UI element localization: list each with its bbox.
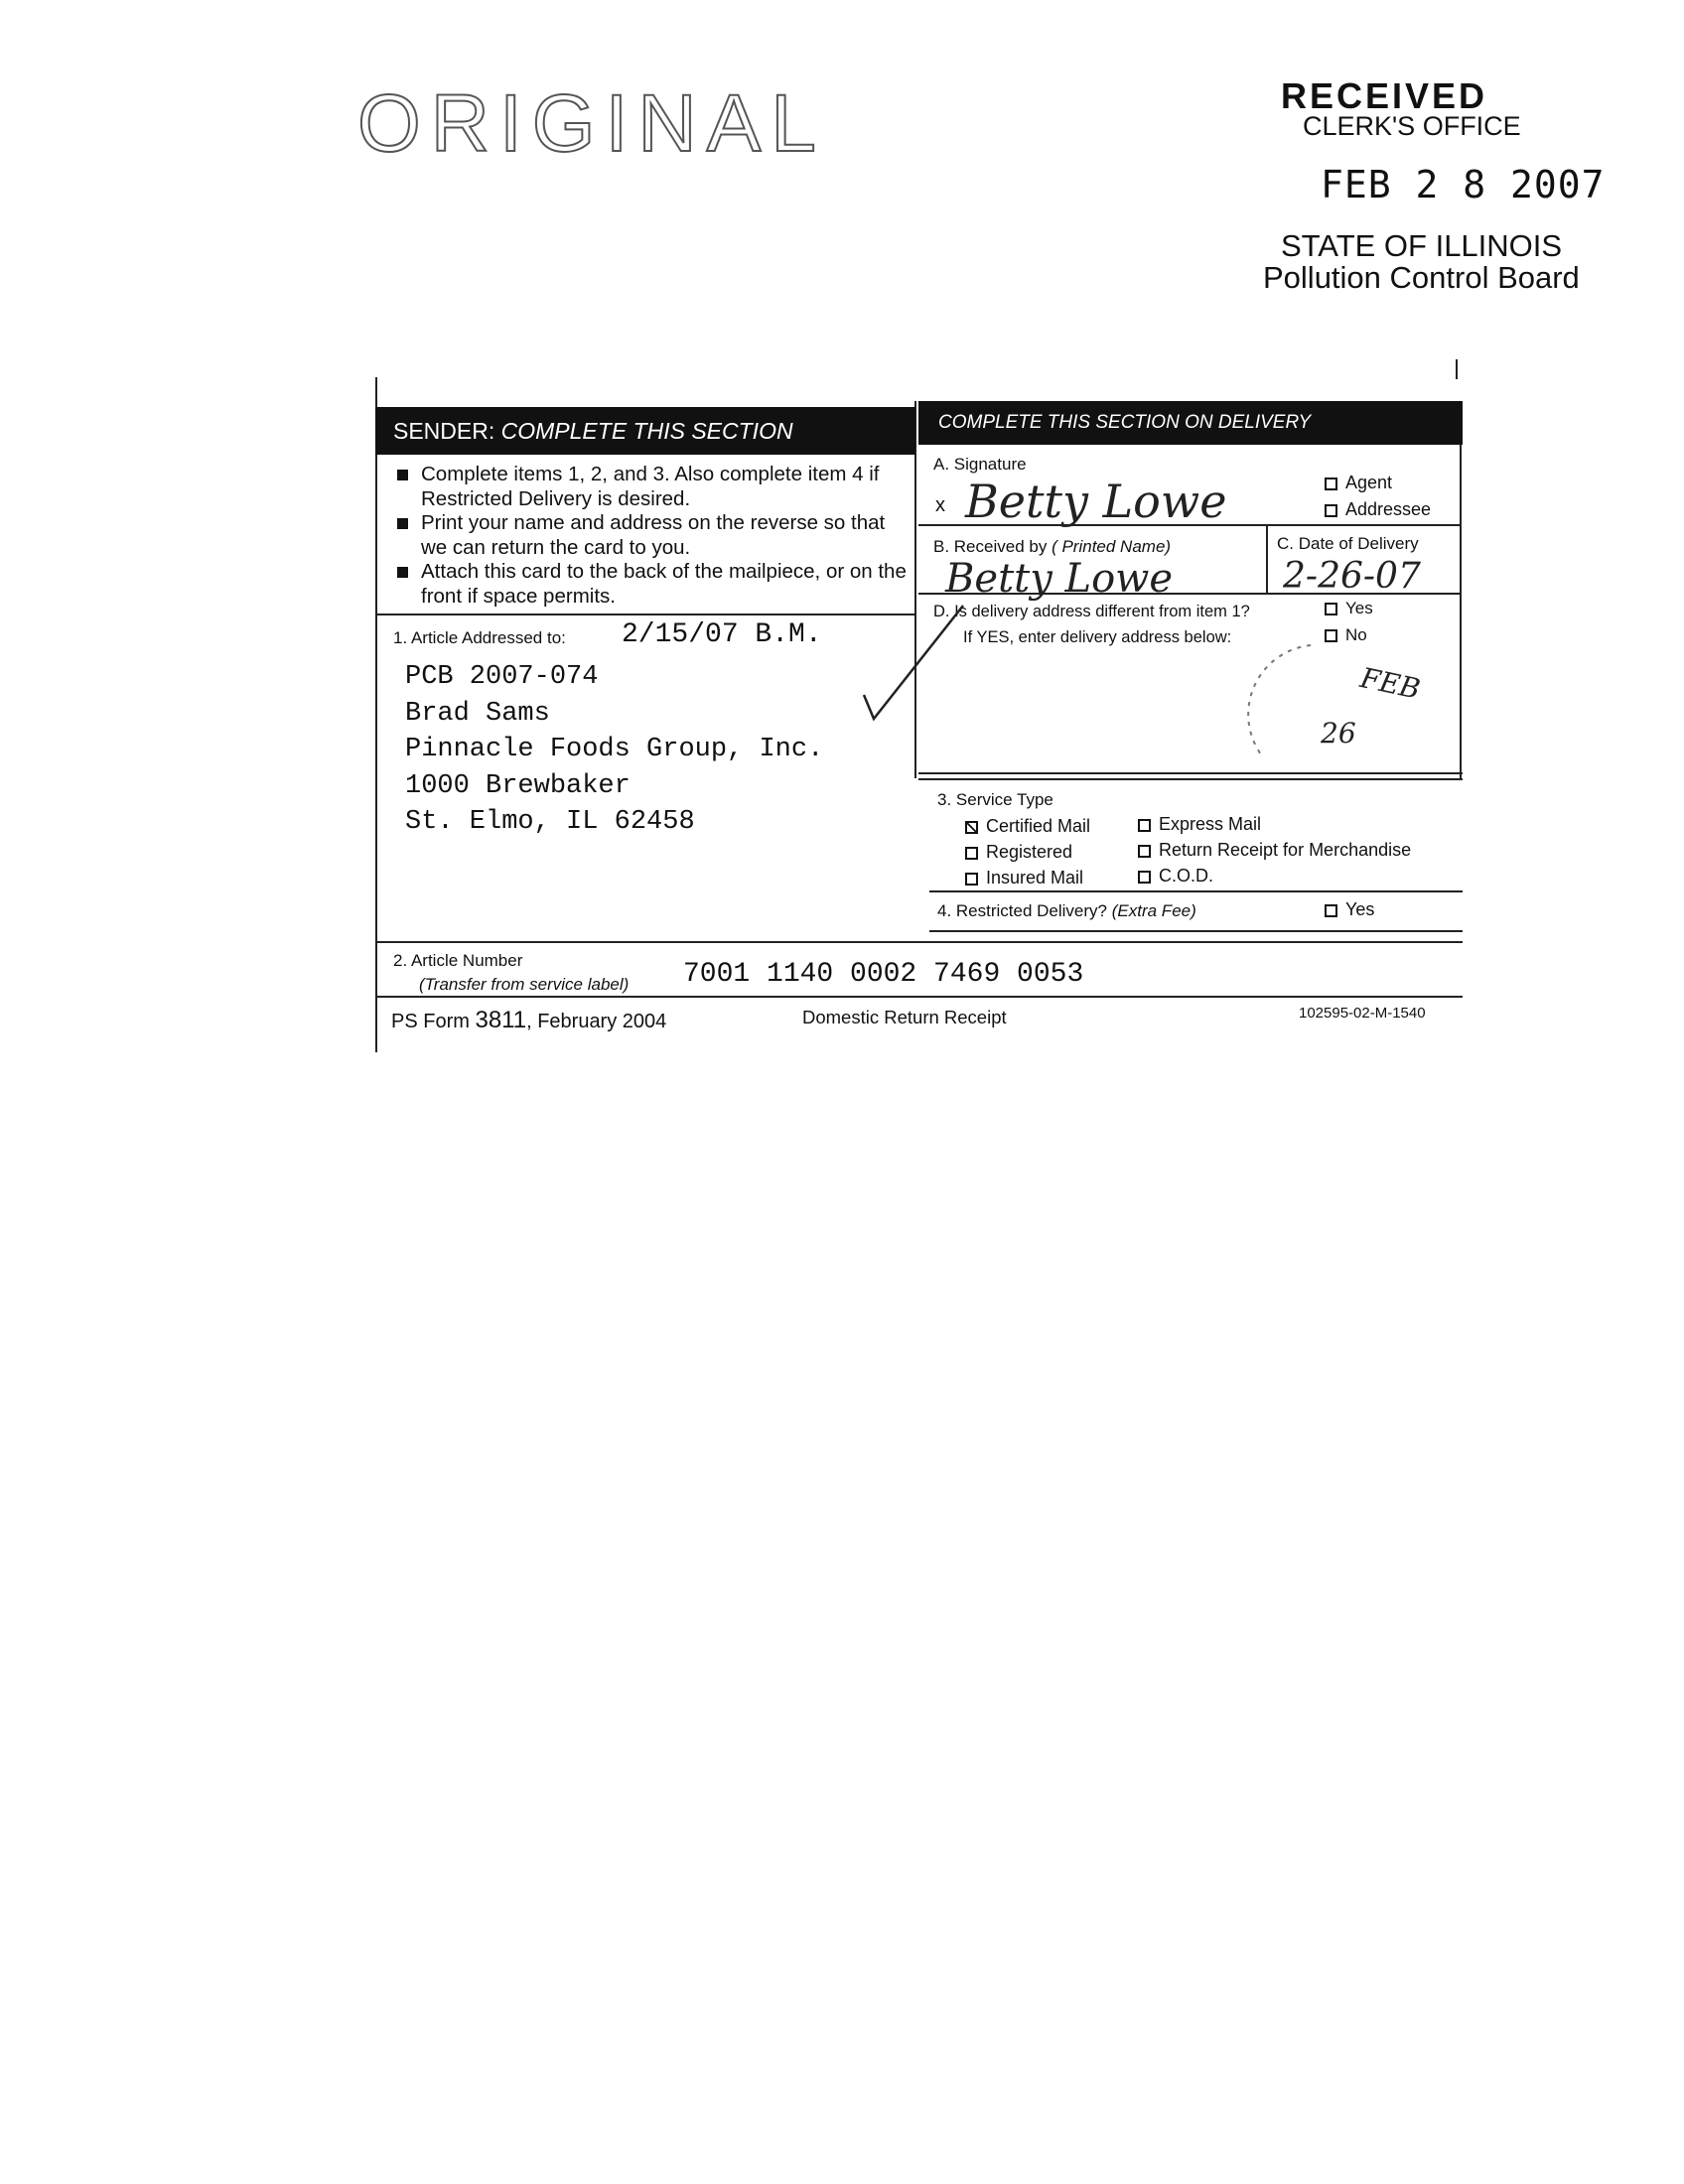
- received-by-label: [933, 537, 1171, 557]
- signature-x: x: [935, 494, 945, 516]
- registered-checkbox[interactable]: [965, 847, 978, 860]
- restricted-delivery-label: [937, 901, 1196, 921]
- registered-label: Registered: [986, 842, 1073, 862]
- received-stamp-title: RECEIVED: [1281, 75, 1488, 116]
- address-line: Brad Sams: [405, 698, 550, 729]
- board-name: Pollution Control Board: [1263, 260, 1580, 295]
- address-line: St. Elmo, IL 62458: [405, 807, 695, 837]
- delivery-address-question: D. Is delivery address different from item 1?: [933, 603, 1250, 620]
- article-number: 7001 1140 0002 7469 0053: [683, 959, 1084, 990]
- return-receipt-checkbox[interactable]: [1138, 845, 1151, 858]
- signature-handwriting: Betty Lowe: [965, 475, 1227, 528]
- service-registered: [965, 842, 1072, 863]
- restricted-yes: [1325, 899, 1374, 920]
- cod-checkbox[interactable]: [1138, 871, 1151, 884]
- sender-divider: [375, 614, 916, 615]
- form-code: 102595-02-M-1540: [1299, 1005, 1426, 1022]
- service-type-label: 3. Service Type: [937, 790, 1053, 809]
- form-title: Domestic Return Receipt: [802, 1007, 1007, 1027]
- postmark-month: FEB: [1357, 661, 1424, 706]
- form-number-value: 3811: [475, 1007, 527, 1033]
- instruction-item: Print your name and address on the reverse so that we can return the card to you.: [395, 511, 912, 560]
- address-line: PCB 2007-074: [405, 662, 599, 692]
- return-receipt-label: Return Receipt for Merchandise: [1159, 840, 1412, 860]
- form-prefix: PS Form: [391, 1011, 470, 1032]
- express-label: Express Mail: [1159, 814, 1262, 834]
- received-date: FEB 2 8 2007: [1321, 163, 1606, 206]
- delivery-address-instruction: If YES, enter delivery address below:: [963, 628, 1232, 646]
- sender-instructions: [395, 463, 912, 609]
- insured-checkbox[interactable]: [965, 873, 978, 886]
- received-by-handwriting: Betty Lowe: [945, 556, 1174, 602]
- certified-checkbox[interactable]: [965, 821, 978, 834]
- service-insured: [965, 868, 1083, 888]
- card-left-border: [375, 377, 377, 1052]
- sender-heading: [375, 407, 915, 455]
- form-date: , February 2004: [526, 1011, 667, 1032]
- received-by-emph: ( Printed Name): [1052, 537, 1172, 556]
- article-note: 2/15/07 B.M.: [622, 619, 822, 650]
- card-right-tick: [1456, 359, 1458, 379]
- different-address-yes: [1325, 599, 1373, 618]
- different-address-yes-checkbox[interactable]: [1325, 603, 1337, 615]
- date-divider: [1266, 526, 1268, 594]
- received-by-text: B. Received by: [933, 537, 1048, 556]
- restricted-yes-label: Yes: [1345, 899, 1375, 919]
- article-top-line: [375, 941, 1463, 943]
- postmark-circle-icon: [1241, 635, 1400, 794]
- restricted-emph: (Extra Fee): [1111, 901, 1196, 920]
- cod-label: C.O.D.: [1159, 866, 1214, 886]
- article-addressed-label: 1. Article Addressed to:: [393, 628, 566, 647]
- addressee-option: [1325, 499, 1431, 520]
- address-line: 1000 Brewbaker: [405, 770, 631, 801]
- state-name: STATE OF ILLINOIS: [1281, 228, 1563, 263]
- service-line: [929, 890, 1463, 892]
- signature-label: A. Signature: [933, 455, 1027, 474]
- instruction-item: Complete items 1, 2, and 3. Also complete item 4 if Restricted Delivery is desired.: [395, 463, 912, 511]
- service-return-receipt: [1138, 840, 1411, 861]
- postmark-day: 26: [1321, 717, 1356, 750]
- instruction-item: Attach this card to the back of the mailpiece, or on the front if space permits.: [395, 560, 912, 609]
- form-number: [391, 1007, 666, 1034]
- agent-label: Agent: [1345, 473, 1393, 492]
- check-mark-icon: [854, 596, 973, 725]
- service-certified: [965, 816, 1090, 837]
- article-bottom-line: [375, 996, 1463, 998]
- sender-heading-prefix: SENDER:: [393, 418, 495, 444]
- address-line: Pinnacle Foods Group, Inc.: [405, 735, 824, 764]
- delivery-right-border: [1460, 401, 1462, 778]
- article-number-sublabel: (Transfer from service label): [419, 975, 630, 994]
- service-cod: [1138, 866, 1213, 887]
- addressee-label: Addressee: [1345, 499, 1432, 519]
- restricted-text: 4. Restricted Delivery?: [937, 901, 1108, 920]
- express-checkbox[interactable]: [1138, 819, 1151, 832]
- different-address-yes-label: Yes: [1345, 599, 1373, 617]
- different-address-no-label: No: [1345, 625, 1367, 644]
- insured-label: Insured Mail: [986, 868, 1084, 887]
- recipient-address: [405, 659, 823, 841]
- date-of-delivery-label: C. Date of Delivery: [1277, 534, 1419, 553]
- sender-heading-emph: COMPLETE THIS SECTION: [500, 418, 793, 444]
- addressee-checkbox[interactable]: [1325, 504, 1337, 517]
- delivery-heading: COMPLETE THIS SECTION ON DELIVERY: [918, 401, 1463, 445]
- date-of-delivery-handwriting: 2-26-07: [1283, 556, 1421, 597]
- agent-checkbox[interactable]: [1325, 478, 1337, 490]
- restricted-yes-checkbox[interactable]: [1325, 904, 1337, 917]
- article-number-label: 2. Article Number: [393, 951, 523, 970]
- certified-label: Certified Mail: [986, 816, 1091, 836]
- clerk-office: CLERK'S OFFICE: [1303, 111, 1521, 141]
- original-stamp: ORIGINAL: [357, 78, 826, 169]
- restricted-line: [929, 930, 1463, 932]
- service-express: [1138, 814, 1261, 835]
- agent-option: [1325, 473, 1392, 493]
